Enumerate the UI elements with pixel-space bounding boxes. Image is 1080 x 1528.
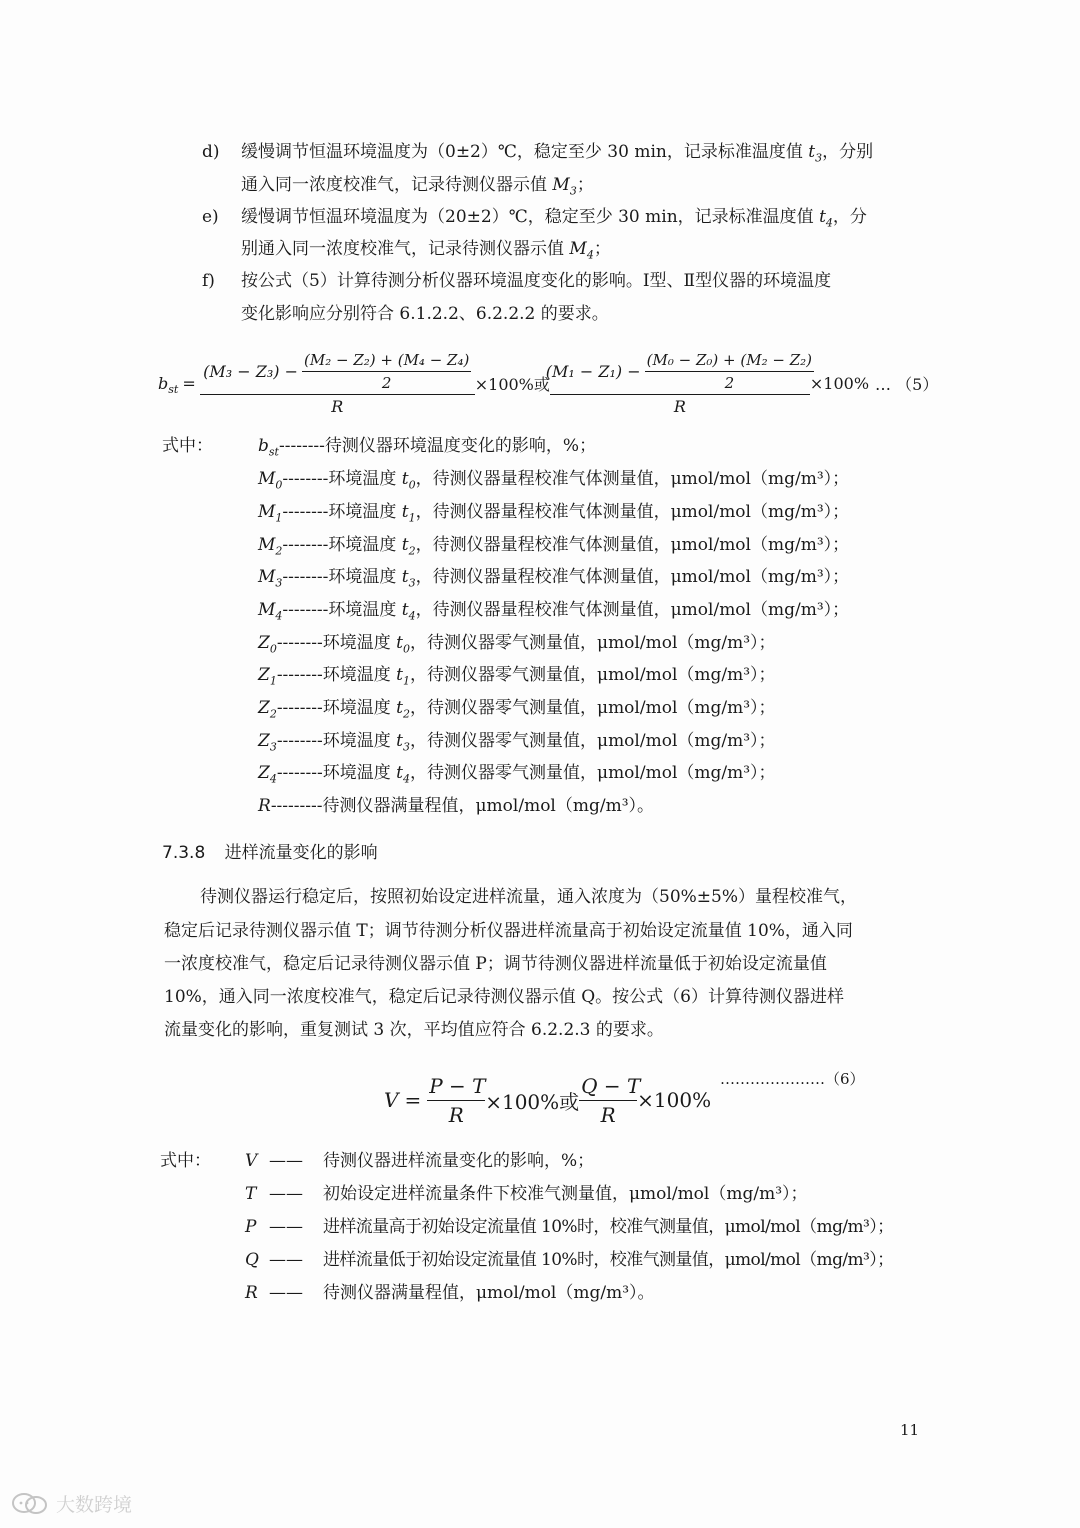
fraction-b: $\frac{Q - T}{R}$ [581,1073,641,1127]
list-item: $Z_3--------$环境温度 $t_3$，待测仪器零气测量值，μmol/mol（mg/m³）； [258,731,776,754]
fraction-b: (M₁ − Z₁) − $\frac{\text{(M₀ − Z₀) + (M₂ − Z₂)}}{2}$ R [545,350,813,416]
paragraph-line: 流量变化的影响，重复测试 3 次，平均值应符合 6.2.2.3 的要求。 [164,1020,664,1040]
step-line: 通入同一浓度校准气，记录待测仪器示值 $M_3$； [241,175,594,198]
step-marker: f) [202,271,215,291]
paragraph-line: 稳定后记录待测仪器示值 T；调节待测分析仪器进样流量高于初始设定流量值 10%，通入同 [164,921,853,941]
watermark [10,1490,132,1517]
list-item: R —— 待测仪器满量程值，μmol/mol（mg/m³）。 [245,1283,655,1303]
list-item: $Z_0--------$环境温度 $t_0$，待测仪器零气测量值，μmol/mol（mg/m³）； [258,633,776,656]
step-line: 缓慢调节恒温环境温度为（0±2）℃，稳定至少 30 min，记录标准温度值 $t_3$，分别 [241,142,874,165]
list-item: $M_1--------$环境温度 $t_1$，待测仪器量程校准气体测量值，μmol/mol（mg/m³）； [258,502,850,525]
step-line: 缓慢调节恒温环境温度为（20±2）℃，稳定至少 30 min，记录标准温度值 $t_4$，分 [241,207,867,230]
list-item: V —— 待测仪器进样流量变化的影响，%； [245,1151,595,1171]
list-item: $b_{st}--------$待测仪器环境温度变化的影响，%； [258,436,597,459]
list-item: T —— 初始设定进样流量条件下校准气测量值，μmol/mol（mg/m³）； [245,1184,808,1204]
formula-lhs: $b_{st}$ [158,373,179,396]
formula-number: …………………（6） [720,1070,865,1088]
multiplier: ×100%或 [485,1089,580,1114]
page-number: 11 [900,1421,920,1439]
multiplier: ×100% [637,1088,712,1112]
paragraph-line: 一浓度校准气，稳定后记录待测仪器示值 P；调节待测仪器进样流量低于初始设定流量值 [164,954,827,974]
watermark-text: 大数跨境 [56,1494,133,1516]
list-item: $M_2--------$环境温度 $t_2$，待测仪器量程校准气体测量值，μmol/mol（mg/m³）； [258,535,850,558]
fraction-a: (M₃ − Z₃) − $\frac{\text{(M₂ − Z₂) + (M₄ − Z₄)}}{2}$ R [200,351,475,416]
paragraph-line: 10%，通入同一浓度校准气，稳定后记录待测仪器示值 Q。按公式（6）计算待测仪器进样 [164,987,844,1007]
list-item: P —— 进样流量高于初始设定流量值 10%时，校准气测量值，μmol/mol（mg/m³）； [245,1217,894,1237]
step-line: 按公式（5）计算待测分析仪器环境温度变化的影响。Ⅰ型、Ⅱ型仪器的环境温度 [241,271,832,291]
multiplier: ×100% [809,373,870,393]
list-item: $Z_2--------$环境温度 $t_2$，待测仪器零气测量值，μmol/mol（mg/m³）； [258,698,776,721]
step-marker: d) [202,142,220,162]
list-item: $M_3--------$环境温度 $t_3$，待测仪器量程校准气体测量值，μmol/mol（mg/m³）； [258,567,850,590]
equals-sign: = [404,1088,422,1112]
section-number: 7.3.8 [162,843,206,863]
formula-6 [384,1068,711,1132]
multiplier: ×100%或 [474,374,550,394]
formula-number: … （5） [875,374,939,394]
step-marker: e) [202,207,219,227]
section-heading [162,842,378,864]
step-line: 别通入同一浓度校准气，记录待测仪器示值 $M_4$； [241,239,611,262]
step-line: 变化影响应分别符合 6.1.2.2、6.2.2.2 的要求。 [241,304,609,324]
formula-lhs: V [384,1088,399,1112]
list-item: $M_4--------$环境温度 $t_4$，待测仪器量程校准气体测量值，μmol/mol（mg/m³）； [258,600,850,623]
formula-5 [158,345,938,421]
list-item: Q —— 进样流量低于初始设定流量值 10%时，校准气测量值，μmol/mol（mg/m³）； [245,1250,894,1270]
section-title: 进样流量变化的影响 [224,843,378,863]
paragraph-line: 待测仪器运行稳定后，按照初始设定进样流量，通入浓度为（50%±5%）量程校准气， [200,887,857,907]
equals-sign: = [182,373,196,393]
fraction-a: $\frac{P - T}{R}$ [429,1073,486,1127]
where-label: 式中： [162,436,213,456]
list-item: $Z_1--------$环境温度 $t_1$，待测仪器零气测量值，μmol/mol（mg/m³）； [258,665,776,688]
list-item: R---------待测仪器满量程值，μmol/mol（mg/m³）。 [258,796,655,816]
where-label: 式中： [160,1151,211,1171]
list-item: $M_0--------$环境温度 $t_0$，待测仪器量程校准气体测量值，μmol/mol（mg/m³）； [258,469,850,492]
list-item: $Z_4--------$环境温度 $t_4$，待测仪器零气测量值，μmol/mol（mg/m³）； [258,763,776,786]
chat-bubble-icon [10,1491,50,1517]
